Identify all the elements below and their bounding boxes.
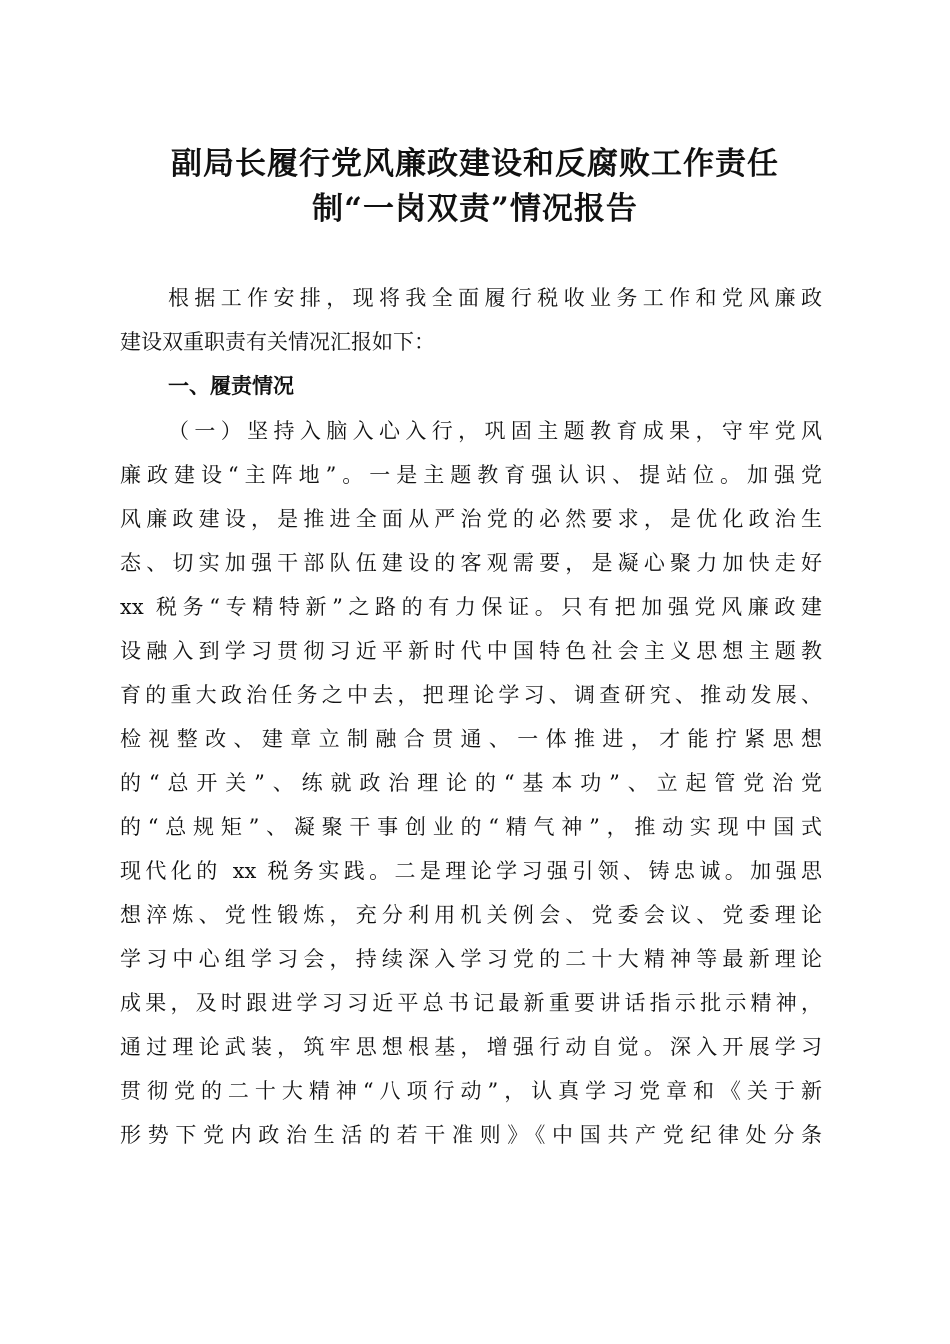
text-line: 建设双重职责有关情况汇报如下：	[120, 330, 435, 354]
title-line-2: 制“一岗双责”情况报告	[312, 191, 638, 227]
text-line: 廉政建设“主阵地”。一是主题教育强认识、提站位。加强党	[120, 463, 822, 487]
text-line: 根据工作安排，现将我全面履行税收业务工作和党风廉政	[168, 286, 822, 310]
text-line: 现代化的 xx 税务实践。二是理论学习强引领、铸忠诚。加强思	[120, 859, 822, 883]
text-line: 态、切实加强干部队伍建设的客观需要，是凝心聚力加快走好	[120, 551, 822, 575]
text-line: 设融入到学习贯彻习近平新时代中国特色社会主义思想主题教	[120, 639, 822, 663]
text-line: 的“总开关”、练就政治理论的“基本功”、立起管党治党	[120, 771, 822, 795]
text-line: xx 税务“专精特新”之路的有力保证。只有把加强党风廉政建	[120, 595, 822, 619]
text-line: 检视整改、建章立制融合贯通、一体推进，才能拧紧思想	[120, 727, 822, 751]
text-line: 育的重大政治任务之中去，把理论学习、调查研究、推动发展、	[120, 683, 822, 707]
title-line-1: 副局长履行党风廉政建设和反腐败工作责任	[171, 146, 779, 182]
text-line: 形势下党内政治生活的若干准则》《中国共产党纪律处分条	[120, 1123, 822, 1147]
text-line: 贯彻党的二十大精神“八项行动”，认真学习党章和《关于新	[120, 1079, 822, 1103]
text-line: 通过理论武装，筑牢思想根基，增强行动自觉。深入开展学习	[120, 1035, 822, 1059]
text-line: 的“总规矩”、凝聚干事创业的“精气神”，推动实现中国式	[120, 815, 822, 839]
text-line: 成果，及时跟进学习习近平总书记最新重要讲话指示批示精神，	[120, 991, 822, 1015]
section-heading: 一、履责情况	[168, 374, 294, 398]
text-line: （一）坚持入脑入心入行，巩固主题教育成果，守牢党风	[168, 419, 822, 443]
text-line: 学习中心组学习会，持续深入学习党的二十大精神等最新理论	[120, 947, 822, 971]
text-line: 风廉政建设，是推进全面从严治党的必然要求，是优化政治生	[120, 507, 822, 531]
text-line: 想淬炼、党性锻炼，充分利用机关例会、党委会议、党委理论	[120, 903, 822, 927]
